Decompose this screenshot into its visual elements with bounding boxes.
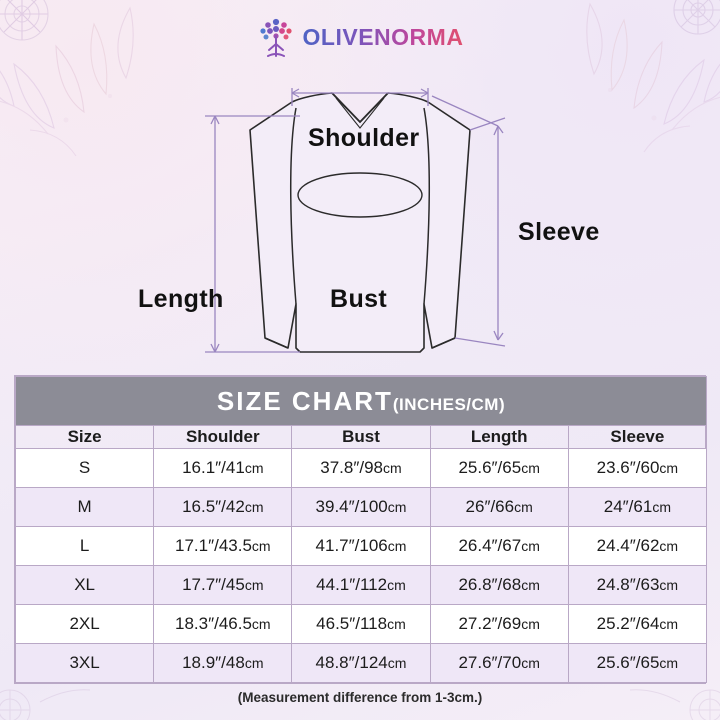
- unit: cm: [521, 577, 540, 593]
- unit: cm: [244, 499, 264, 515]
- column-header-sleeve: Sleeve: [568, 426, 706, 449]
- cell-size: XL: [16, 566, 154, 605]
- cell-bust: [292, 644, 430, 683]
- long-sleeve-v-neck-top-icon: [0, 60, 720, 375]
- unit: cm: [514, 499, 533, 515]
- unit: cm: [521, 460, 540, 476]
- column-header-size: Size: [16, 426, 154, 449]
- value: 25.6″/65: [458, 458, 522, 477]
- cell-size: S: [16, 449, 154, 488]
- cell-bust: [292, 527, 430, 566]
- size-chart-table: [15, 376, 707, 683]
- column-header-length: Length: [430, 426, 568, 449]
- value: 18.3″/46.5: [174, 614, 252, 633]
- cell-length: [430, 605, 568, 644]
- label-bust: Bust: [330, 285, 388, 313]
- cell-sleeve: [568, 449, 706, 488]
- unit: cm: [387, 577, 406, 593]
- unit: cm: [387, 655, 407, 671]
- cell-shoulder: [154, 605, 292, 644]
- cell-shoulder: [154, 488, 292, 527]
- value: 44.1″/112: [316, 575, 388, 594]
- cell-shoulder: [154, 449, 292, 488]
- label-length: Length: [138, 285, 224, 313]
- unit: cm: [659, 460, 679, 476]
- brand-header: [0, 16, 720, 58]
- value: 24.4″/62: [596, 536, 660, 555]
- cell-length: [430, 527, 568, 566]
- table-row: [16, 527, 707, 566]
- cell-length: [430, 488, 568, 527]
- cell-shoulder: [154, 566, 292, 605]
- cell-size: M: [16, 488, 154, 527]
- unit: cm: [659, 655, 679, 671]
- unit: cm: [387, 616, 406, 632]
- cell-bust: [292, 488, 430, 527]
- value: 26.8″/68: [458, 575, 522, 594]
- unit: cm: [521, 538, 540, 554]
- table-title-cell: [16, 377, 707, 426]
- value: 25.6″/65: [596, 653, 660, 672]
- unit: cm: [244, 577, 264, 593]
- cell-sleeve: [568, 566, 706, 605]
- cell-bust: [292, 566, 430, 605]
- cell-sleeve: [568, 644, 706, 683]
- cell-bust: [292, 449, 430, 488]
- cell-size: 3XL: [16, 644, 154, 683]
- brand-name: OLIVENORMA: [302, 23, 464, 50]
- cell-shoulder: [154, 527, 292, 566]
- cell-length: [430, 449, 568, 488]
- value: 16.5″/42: [182, 497, 245, 516]
- unit: cm: [521, 655, 540, 671]
- value: 27.2″/69: [458, 614, 522, 633]
- unit: cm: [659, 538, 679, 554]
- cell-sleeve: [568, 527, 706, 566]
- table-row: [16, 566, 707, 605]
- value: 23.6″/60: [596, 458, 660, 477]
- label-shoulder: Shoulder: [308, 124, 420, 152]
- label-sleeve: Sleeve: [518, 218, 600, 246]
- unit: cm: [521, 616, 540, 632]
- value: 17.7″/45: [182, 575, 245, 594]
- value: 39.4″/100: [315, 497, 388, 516]
- cell-size: L: [16, 527, 154, 566]
- unit: cm: [251, 616, 271, 632]
- unit: cm: [659, 616, 679, 632]
- table-title-row: [16, 377, 707, 426]
- cell-shoulder: [154, 644, 292, 683]
- cell-sleeve: [568, 488, 706, 527]
- value: 46.5″/118: [316, 614, 388, 633]
- cell-size: 2XL: [16, 605, 154, 644]
- value: 37.8″/98: [320, 458, 383, 477]
- size-chart-table-wrapper: [14, 375, 706, 684]
- value: 24.8″/63: [596, 575, 660, 594]
- value: 25.2″/64: [596, 614, 660, 633]
- cell-bust: [292, 605, 430, 644]
- unit: cm: [652, 499, 671, 515]
- unit: cm: [387, 538, 407, 554]
- table-title-sub: (INCHES/CM): [392, 394, 506, 414]
- value: 18.9″/48: [182, 653, 245, 672]
- unit: cm: [387, 499, 407, 515]
- table-title-main: SIZE CHART: [216, 385, 393, 416]
- table-header-row: [16, 426, 707, 449]
- cell-length: [430, 644, 568, 683]
- table-row: [16, 605, 707, 644]
- value: 24″/61: [603, 497, 653, 516]
- value: 17.1″/43.5: [174, 536, 252, 555]
- table-row: [16, 449, 707, 488]
- garment-illustration: [0, 60, 720, 375]
- table-row: [16, 488, 707, 527]
- unit: cm: [244, 655, 264, 671]
- column-header-bust: Bust: [292, 426, 430, 449]
- tree-of-life-icon: [257, 16, 295, 58]
- column-header-shoulder: Shoulder: [154, 426, 292, 449]
- value: 48.8″/124: [315, 653, 388, 672]
- value: 41.7″/106: [315, 536, 388, 555]
- cell-length: [430, 566, 568, 605]
- value: 26.4″/67: [458, 536, 522, 555]
- unit: cm: [244, 460, 264, 476]
- unit: cm: [659, 577, 679, 593]
- table-row: [16, 644, 707, 683]
- measurement-note: (Measurement difference from 1-3cm.): [237, 690, 483, 705]
- cell-sleeve: [568, 605, 706, 644]
- value: 16.1″/41: [182, 458, 245, 477]
- value: 26″/66: [465, 497, 515, 516]
- unit: cm: [251, 538, 271, 554]
- unit: cm: [383, 460, 402, 476]
- value: 27.6″/70: [458, 653, 522, 672]
